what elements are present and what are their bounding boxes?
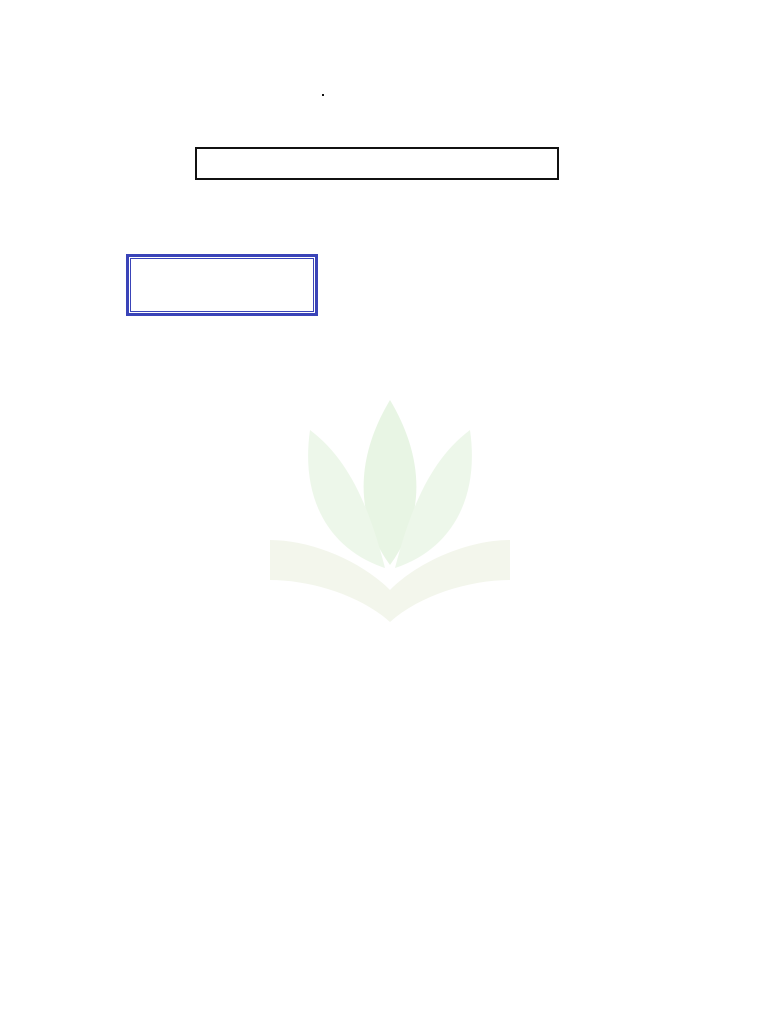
watermark-book-left bbox=[270, 540, 390, 622]
reg-number-boxes bbox=[322, 94, 324, 96]
promo-box-inner bbox=[130, 258, 314, 312]
watermark-leaf-right bbox=[395, 430, 472, 568]
watermark-leaf-center bbox=[364, 400, 417, 565]
enggtree-watermark-logo bbox=[240, 390, 540, 660]
question-paper-code-box bbox=[195, 147, 559, 180]
reg-number-row bbox=[316, 94, 324, 96]
promo-box[interactable] bbox=[126, 254, 318, 316]
watermark-book-right bbox=[390, 540, 510, 622]
watermark-leaf-left bbox=[308, 430, 385, 568]
